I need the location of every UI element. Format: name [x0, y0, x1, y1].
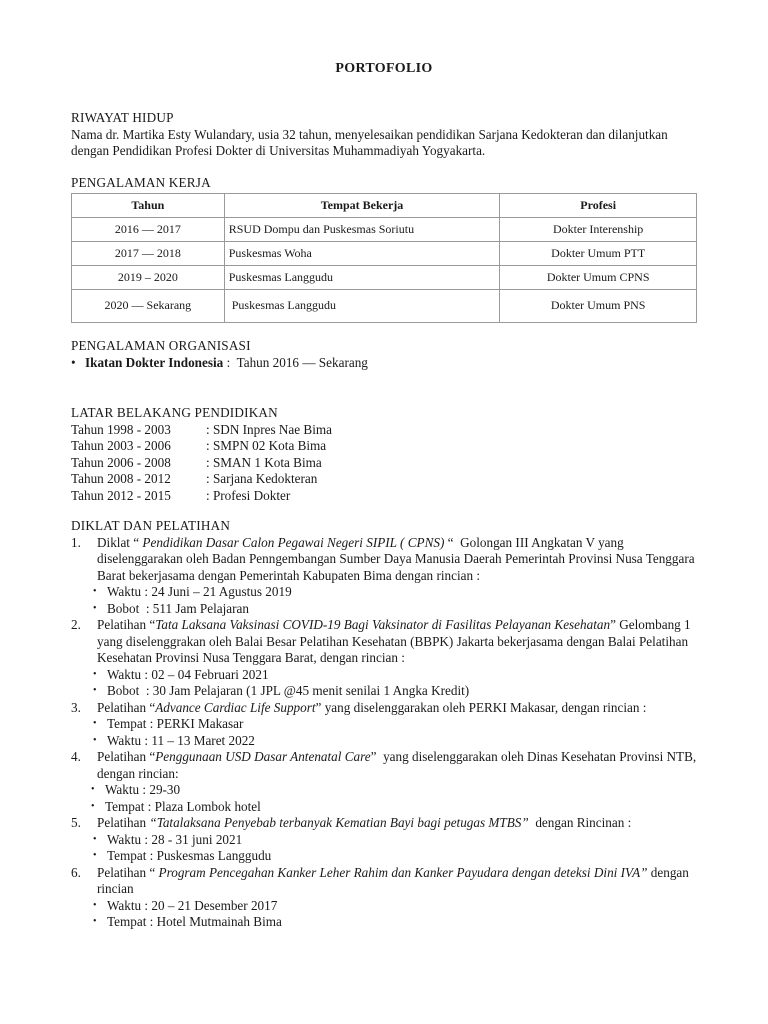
cell-tahun: 2020 — Sekarang: [72, 289, 225, 322]
item-title: Advance Cardiac Life Support: [155, 699, 316, 715]
list-item: [71, 422, 697, 439]
organisasi-name: Ikatan Dokter Indonesia: [85, 354, 224, 370]
list-item: [71, 471, 697, 488]
kerja-section: [71, 175, 697, 323]
sub-item: [71, 898, 697, 915]
item-title: Pendidikan Dasar Calon Pegawai Negeri SIPIL ( CPNS): [142, 534, 445, 550]
bullet-icon: •: [93, 668, 97, 680]
cell-profesi: Dokter Umum PTT: [500, 241, 697, 265]
edu-school: : Profesi Dokter: [206, 487, 291, 503]
item-prefix: Diklat “: [97, 534, 143, 550]
item-suffix: ” Gelombang 1 yang diselenggrakan oleh Balai Besar Pelatihan Kesehatan (BBPK) Jakarta bekerjasama dengan Balai Pelatihan Kesehatan Provinsi Nusa Tenggara Barat, dengan rincian :: [97, 617, 694, 665]
cell-tempat: RSUD Dompu dan Puskesmas Soriutu: [224, 217, 500, 241]
item-prefix: Pelatihan “: [97, 749, 156, 764]
sub-item: [71, 799, 697, 816]
organisasi-period: Tahun 2016 — Sekarang: [233, 354, 368, 370]
bullet-icon: •: [93, 899, 97, 911]
item-number: 4.: [71, 749, 81, 764]
sub-text: Tempat : Puskesmas Langgudu: [107, 848, 272, 863]
list-item: [71, 815, 697, 832]
organisasi-sep: :: [223, 354, 234, 370]
bullet-icon: •: [91, 800, 95, 812]
item-prefix: Pelatihan “: [97, 617, 156, 632]
item-prefix: Pelatihan “: [97, 699, 156, 715]
sub-item: [71, 683, 697, 700]
sub-text: Tempat : Plaza Lombok hotel: [105, 798, 261, 814]
sub-item: [71, 782, 697, 799]
item-suffix: “ Golongan III Angkatan V yang diselenggarakan oleh Badan Penngembangan Sumber Daya Manusia Daerah Pemerintah Provinsi Nusa Tenggara Barat bekerjasama dengan Pemerintah Kabupaten Bima dengan rincian :: [97, 534, 698, 583]
page-title: PORTOFOLIO: [335, 61, 433, 76]
edu-year: Tahun 2006 - 2008: [71, 454, 171, 470]
item-title: Program Pencegahan Kanker Leher Rahim dan Kanker Payudara dengan deteksi Dini IVA”: [158, 864, 648, 880]
col-header-tahun: Tahun: [72, 193, 225, 217]
bullet-icon: •: [93, 916, 97, 927]
cell-tahun: 2017 — 2018: [72, 241, 225, 265]
col-header-tempat: Tempat Bekerja: [224, 193, 500, 217]
bullet-icon: •: [93, 833, 97, 845]
edu-school: : SDN Inpres Nae Bima: [206, 421, 332, 437]
organisasi-section: [71, 338, 697, 371]
sub-item: [71, 733, 697, 750]
bullet: •: [71, 354, 76, 370]
sub-item: [71, 584, 697, 601]
bullet-icon: •: [91, 784, 95, 795]
kerja-heading: PENGALAMAN KERJA: [71, 175, 211, 190]
list-item: [71, 488, 697, 505]
list-item: [71, 535, 697, 585]
item-suffix: ” yang diselenggarakan oleh PERKI Makasar, dengan rincian :: [315, 699, 647, 715]
sub-text: Waktu : 29-30: [105, 782, 181, 797]
sub-item: [71, 832, 697, 849]
list-item: [71, 617, 697, 667]
sub-text: Tempat : PERKI Makasar: [107, 716, 244, 731]
bullet-icon: •: [93, 718, 97, 729]
sub-item: [71, 601, 697, 618]
item-number: 5.: [71, 815, 81, 830]
item-title: Penggunaan USD Dasar Antenatal Care: [155, 749, 371, 764]
organisasi-item: [71, 355, 697, 372]
sub-text: Waktu : 11 – 13 Maret 2022: [107, 732, 255, 748]
edu-year: Tahun 2012 - 2015: [71, 487, 171, 503]
list-item: [71, 865, 697, 898]
sub-text: Waktu : 24 Juni – 21 Agustus 2019: [107, 584, 292, 599]
pendidikan-section: [71, 405, 697, 504]
cell-tahun: 2016 — 2017: [72, 217, 225, 241]
bullet-icon: •: [93, 602, 97, 614]
list-item: [71, 438, 697, 455]
edu-year: Tahun 1998 - 2003: [71, 421, 171, 437]
list-item: [71, 455, 697, 472]
riwayat-text: Nama dr. Martika Esty Wulandary, usia 32 tahun, menyelesaikan pendidikan Sarjana Kedokteran dan dilanjutkan dengan Pendidikan Profesi Dokter di Universitas Muhammadiyah Yogyakarta.: [71, 126, 668, 158]
item-prefix: Pelatihan: [97, 815, 150, 830]
item-number: 2.: [71, 617, 81, 632]
cell-tahun: 2019 – 2020: [72, 265, 225, 289]
bullet-icon: •: [93, 850, 97, 861]
cell-tempat: Puskesmas Langgudu: [224, 289, 500, 322]
diklat-heading: DIKLAT DAN PELATIHAN: [71, 518, 231, 533]
item-suffix: ” yang diselenggarakan oleh Dinas Kesehatan Provinsi NTB, dengan rincian:: [97, 749, 700, 781]
edu-school: : SMPN 02 Kota Bima: [206, 438, 327, 453]
diklat-section: [71, 518, 700, 931]
table-row: [72, 265, 697, 289]
sub-item: [71, 848, 697, 865]
sub-item: [71, 716, 697, 733]
bullet-icon: •: [93, 734, 97, 746]
table-row: [72, 289, 697, 322]
item-prefix: Pelatihan “: [97, 864, 159, 880]
cell-tempat: Puskesmas Langgudu: [224, 265, 500, 289]
item-suffix: dengan rincian: [97, 864, 693, 896]
edu-school: : Sarjana Kedokteran: [206, 471, 318, 486]
col-header-profesi: Profesi: [500, 193, 697, 217]
item-title: “Tatalaksana Penyebab terbanyak Kematian Bayi bagi petugas MTBS”: [149, 815, 529, 830]
item-number: 1.: [71, 534, 81, 550]
bullet-icon: •: [93, 685, 97, 696]
table-header-row: [72, 193, 697, 217]
bullet-icon: •: [93, 586, 97, 597]
pendidikan-heading: LATAR BELAKANG PENDIDIKAN: [71, 405, 278, 420]
item-number: 3.: [71, 699, 81, 715]
sub-item: [71, 667, 697, 684]
riwayat-section: [71, 110, 697, 160]
table-row: [72, 217, 697, 241]
edu-year: Tahun 2003 - 2006: [71, 438, 171, 453]
cell-profesi: Dokter Umum CPNS: [500, 265, 697, 289]
item-suffix: dengan Rincinan :: [528, 815, 632, 830]
sub-text: Waktu : 28 - 31 juni 2021: [107, 831, 243, 847]
edu-year: Tahun 2008 - 2012: [71, 471, 171, 486]
list-item: [71, 749, 700, 782]
riwayat-heading: RIWAYAT HIDUP: [71, 110, 174, 125]
sub-item: [71, 914, 697, 931]
item-title: Tata Laksana Vaksinasi COVID-19 Bagi Vaksinator di Fasilitas Pelayanan Kesehatan: [155, 617, 611, 632]
cell-tempat: Puskesmas Woha: [224, 241, 500, 265]
sub-text: Waktu : 02 – 04 Februari 2021: [107, 666, 269, 682]
item-number: 6.: [71, 864, 81, 880]
organisasi-heading: PENGALAMAN ORGANISASI: [71, 338, 251, 353]
sub-text: Tempat : Hotel Mutmainah Bima: [107, 914, 282, 929]
cell-profesi: Dokter Interenship: [500, 217, 697, 241]
table-row: [72, 241, 697, 265]
cell-profesi: Dokter Umum PNS: [500, 289, 697, 322]
list-item: [71, 700, 697, 717]
edu-school: : SMAN 1 Kota Bima: [206, 454, 322, 470]
sub-text: Bobot : 511 Jam Pelajaran: [107, 600, 249, 616]
sub-text: Waktu : 20 – 21 Desember 2017: [107, 897, 278, 913]
sub-text: Bobot : 30 Jam Pelajaran (1 JPL @45 menit senilai 1 Angka Kredit): [107, 683, 470, 698]
work-table: [71, 193, 697, 323]
